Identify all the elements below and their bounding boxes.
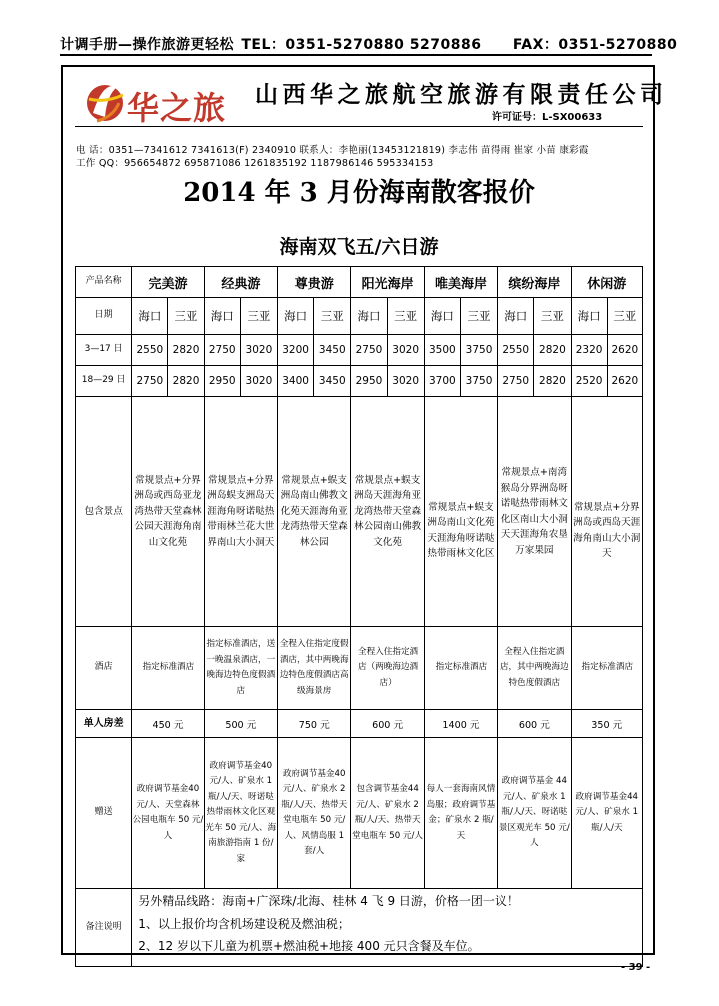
price-cell: 3450 [314, 366, 351, 397]
header-rule [60, 54, 652, 56]
spots-cell: 常规景点+分界洲岛或西岛天涯海角南山大小洞天 [571, 397, 642, 627]
price-cell: 2750 [204, 335, 240, 366]
price-cell: 2820 [534, 366, 571, 397]
spots-cell: 常规景点+分界洲岛或西岛亚龙湾热带天堂森林公园天涯海角南山文化苑 [132, 397, 204, 627]
city-cell: 三亚 [387, 298, 424, 335]
gift-cell: 政府调节基金40 元/人、矿泉水 2 瓶/人/天、热带天堂电瓶车 50 元/人、风情岛服 1 套/人 [278, 738, 351, 889]
product-name: 完美游 [132, 267, 204, 298]
product-name: 唯美海岸 [424, 267, 497, 298]
city-cell: 三亚 [314, 298, 351, 335]
product-name: 休闲游 [571, 267, 642, 298]
logo-text: 华之旅 [127, 89, 227, 127]
city-cell: 海口 [132, 298, 168, 335]
note-line: 另外精品线路：海南+广深珠/北海、桂林 4 飞 9 日游，价格一团一议！ [138, 894, 519, 908]
price-cell: 2820 [534, 335, 571, 366]
single-supplement-row [76, 710, 643, 738]
note-line: 1、以上报价均含机场建设税及燃油税； [138, 916, 350, 931]
single-cell: 750 元 [278, 710, 351, 738]
single-cell: 350 元 [571, 710, 642, 738]
city-cell: 海口 [204, 298, 240, 335]
hotel-cell: 全程入住指定度假酒店，其中两晚海边特色度假酒店高级海景房 [278, 627, 351, 710]
price-cell: 3700 [424, 366, 460, 397]
contact-qq: 工作 QQ：956654872 695871086 1261835192 1187986146 595334153 [76, 158, 434, 169]
hotel-cell: 全程入住指定酒店，其中两晚海边特色度假酒店 [498, 627, 571, 710]
notes-row [76, 889, 643, 967]
price-row-period2 [76, 366, 643, 397]
header-tel: TEL：0351-5270880 5270886 [241, 37, 482, 53]
price-cell: 2620 [607, 366, 642, 397]
single-cell: 600 元 [351, 710, 424, 738]
notes-cell [132, 889, 643, 967]
price-cell: 3020 [387, 335, 424, 366]
price-cell: 3500 [424, 335, 460, 366]
note-line: 2、12 岁以下儿童为机票+燃油税+地接 400 元只含餐及车位。 [138, 939, 480, 953]
gift-row [76, 738, 643, 889]
single-cell: 450 元 [132, 710, 204, 738]
single-cell: 600 元 [498, 710, 571, 738]
row-label-hotel: 酒店 [76, 627, 132, 710]
row-label-notes: 备注说明 [76, 889, 132, 967]
price-cell: 3450 [314, 335, 351, 366]
spots-cell: 常规景点+蜈支洲岛南山文化苑天涯海角呀诺哒热带雨林文化区 [424, 397, 497, 627]
spots-cell: 常规景点+蜈支洲岛南山佛教文化苑天涯海角亚龙湾热带天堂森林公园 [278, 397, 351, 627]
spots-row [76, 397, 643, 627]
price-cell: 2750 [351, 335, 387, 366]
city-cell: 三亚 [240, 298, 277, 335]
price-cell: 2820 [168, 366, 204, 397]
date-row [76, 298, 643, 335]
price-cell: 2320 [571, 335, 607, 366]
city-cell: 海口 [498, 298, 534, 335]
price-cell: 2750 [132, 366, 168, 397]
city-cell: 三亚 [460, 298, 497, 335]
gift-cell: 政府调节基金44 元/人、矿泉水 1 瓶/人/天 [571, 738, 642, 889]
row-label-gift: 赠送 [76, 738, 132, 889]
hotel-cell: 指定标准酒店 [424, 627, 497, 710]
product-name: 经典游 [204, 267, 277, 298]
price-cell: 2550 [498, 335, 534, 366]
row-label-spots: 包含景点 [76, 397, 132, 627]
license-number: 许可证号：L-SX00633 [492, 112, 603, 123]
price-cell: 3020 [240, 335, 277, 366]
price-cell: 3200 [278, 335, 314, 366]
row-label-date: 日期 [76, 298, 132, 335]
price-cell: 3020 [387, 366, 424, 397]
price-cell: 3400 [278, 366, 314, 397]
single-cell: 500 元 [204, 710, 277, 738]
gift-cell: 政府调节基金40 元/人、天堂森林公园电瓶车 50 元/人 [132, 738, 204, 889]
city-cell: 三亚 [168, 298, 204, 335]
header-slogan: 计调手册—操作旅游更轻松 [60, 37, 234, 53]
gift-cell: 政府调节基金40 元/人、矿泉水 1 瓶/人/天、呀诺哒热带雨林文化区观光车 50 元/人、海南旅游指南 1 份/家 [204, 738, 277, 889]
hotel-cell: 指定标准酒店 [571, 627, 642, 710]
contact-phones: 电 话：0351—7341612 7341613(F) 2340910 联系人：李艳丽(13453121819) 李志伟 苗得雨 崔家 小苗 康彩霞 [76, 145, 589, 156]
row-label-product: 产品名称 [76, 267, 132, 298]
row-label-period2: 18—29 日 [76, 366, 132, 397]
company-name: 山西华之旅航空旅游有限责任公司 [255, 82, 668, 108]
city-cell: 海口 [424, 298, 460, 335]
price-cell: 2550 [132, 335, 168, 366]
price-cell: 3020 [240, 366, 277, 397]
product-name: 阳光海岸 [351, 267, 424, 298]
hotel-row [76, 627, 643, 710]
top-header-bar [60, 34, 678, 54]
header-fax: FAX：0351-5270880 [512, 37, 678, 53]
spots-cell: 常规景点+蜈支洲岛天涯海角亚龙湾热带天堂森林公园南山佛教文化苑 [351, 397, 424, 627]
city-cell: 海口 [278, 298, 314, 335]
spots-cell: 常规景点+分界洲岛蜈支洲岛天涯海角呀诺哒热带雨林兰花大世界南山大小洞天 [204, 397, 277, 627]
page-number: - 39 - [621, 962, 651, 973]
spots-cell: 常规景点+南湾猴岛分界洲岛呀诺哒热带雨林文化区南山大小洞天天涯海角农垦万家果园 [498, 397, 571, 627]
product-header-row [76, 267, 643, 298]
gift-cell: 每人一套海南风情岛服；政府调节基金；矿泉水 2 瓶/天 [424, 738, 497, 889]
price-row-period1 [76, 335, 643, 366]
price-cell: 2620 [607, 335, 642, 366]
gift-cell: 政府调节基金 44 元/人、矿泉水 1 瓶/人/天、呀诺哒景区观光车 50 元/人 [498, 738, 571, 889]
price-cell: 2950 [204, 366, 240, 397]
hotel-cell: 指定标准酒店 [132, 627, 204, 710]
row-label-period1: 3—17 日 [76, 335, 132, 366]
hotel-cell: 全程入住指定酒店（两晚海边酒店） [351, 627, 424, 710]
product-name: 缤纷海岸 [498, 267, 571, 298]
price-table [75, 266, 643, 967]
price-cell: 2820 [168, 335, 204, 366]
city-cell: 海口 [571, 298, 607, 335]
price-cell: 3750 [460, 335, 497, 366]
city-cell: 海口 [351, 298, 387, 335]
page-title: 2014 年 3 月份海南散客报价 [183, 178, 535, 208]
single-cell: 1400 元 [424, 710, 497, 738]
company-rule [75, 126, 643, 127]
city-cell: 三亚 [607, 298, 642, 335]
product-name: 尊贵游 [278, 267, 351, 298]
hotel-cell: 指定标准酒店，送一晚温泉酒店，一晚海边特色度假酒店 [204, 627, 277, 710]
company-logo [83, 73, 243, 133]
route-title: 海南双飞五/六日游 [279, 236, 439, 258]
price-cell: 3750 [460, 366, 497, 397]
gift-cell: 包含调节基金44 元/人、矿泉水 2 瓶/人/天、热带天堂电瓶车 50 元/人 [351, 738, 424, 889]
price-cell: 2950 [351, 366, 387, 397]
city-cell: 三亚 [534, 298, 571, 335]
price-cell: 2750 [498, 366, 534, 397]
price-cell: 2520 [571, 366, 607, 397]
row-label-single: 单人房差 [76, 710, 132, 738]
